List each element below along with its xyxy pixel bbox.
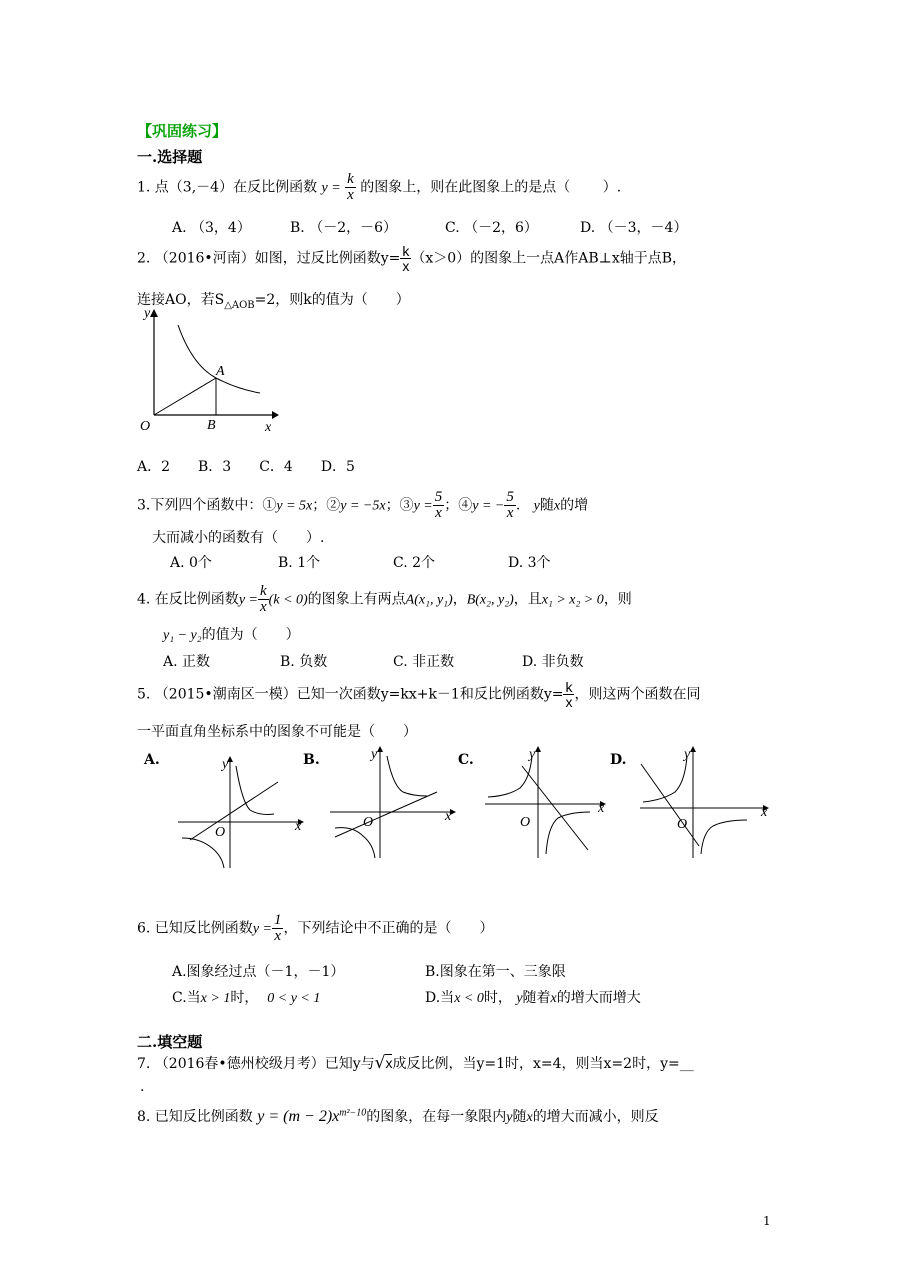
page-number: 1 <box>763 1214 771 1228</box>
q1-text: 1. 点（3,－4）在反比例函数 <box>137 179 318 196</box>
q3-option-c: C. 2个 <box>393 555 436 571</box>
q5-graph-a <box>170 752 310 872</box>
q1-fn: y = <box>321 180 341 196</box>
q2-axis-y-label: y <box>144 306 151 321</box>
q1-option-c: C. （－2，6） <box>445 220 538 236</box>
q3-option-a: A. 0个 <box>170 555 212 571</box>
q1-option-b: B. （－2，－6） <box>290 220 398 236</box>
q4-option-c: C. 非正数 <box>393 654 455 670</box>
svg-text:O: O <box>363 815 374 830</box>
q6-option-a: A.图象经过点（－1，－1） <box>172 964 345 980</box>
q4-fraction: $\frac{k}{x}$ <box>259 583 267 615</box>
q5-graph-d <box>635 742 775 862</box>
q5-label-a: A. <box>144 752 160 768</box>
q5-line2: 一平面直角坐标系中的图象不可能是（ ） <box>137 724 417 740</box>
part-fill-heading: 二.填空题 <box>137 1033 203 1051</box>
svg-text:O: O <box>520 815 531 830</box>
section-title: 【巩固练习】 <box>137 122 228 140</box>
q2-text-end: （x＞0）的图象上一点A作AB⊥x轴于点B， <box>411 250 687 267</box>
q2-point-b-label: B <box>207 418 216 433</box>
q4-option-d: D. 非负数 <box>522 654 584 670</box>
svg-text:x: x <box>598 801 605 816</box>
q5-fraction: $\frac{k}{x}$ <box>565 679 573 710</box>
svg-text:O: O <box>677 817 688 832</box>
q3-line2: 大而减小的函数有（ ）. <box>152 530 325 546</box>
question-8: 8. 已知反比例函数 $y = (m - 2)x^{m^2-10}$的图象，在每一象限内y随x的增大而减小，则反 <box>137 1107 659 1125</box>
q3-option-d: D. 3个 <box>508 555 551 571</box>
svg-text:y: y <box>529 747 536 762</box>
q2-text: 2. （2016•河南）如图，过反比例函数y= <box>137 250 401 267</box>
q1-option-d: D. （－3，－4） <box>580 220 688 236</box>
q2-fraction: $\frac{k}{x}$ <box>402 243 410 274</box>
q2-options: A．2 B．3 C．4 D．5 <box>137 459 355 475</box>
q3-fraction-3: $\frac{5}{x}$ <box>434 489 443 521</box>
q5-graph-b <box>325 742 465 862</box>
svg-text:x: x <box>445 809 452 824</box>
q1-text-end: 的图象上，则在此图象上的是点（ ）. <box>360 179 622 196</box>
q6-option-d: D.当x < 0时， y随着x的增大而增大 <box>425 990 641 1006</box>
q6-option-b: B.图象在第一、三象限 <box>425 964 566 980</box>
q3-option-b: B. 1个 <box>278 555 321 571</box>
svg-text:O: O <box>215 825 226 840</box>
q6-fraction: $\frac{1}{x}$ <box>273 912 282 944</box>
q3-fraction-4: $\frac{5}{x}$ <box>506 489 514 521</box>
q6-option-c: C.当x > 1时， 0 < y < 1 <box>172 990 321 1006</box>
question-7: 7. （2016春•德州校级月考）已知y与√x成反比例，当y=1时，x=4，则当x=2时，y=__ <box>137 1053 694 1073</box>
q5-label-c: C. <box>458 752 474 768</box>
q1-option-a: A. （3，4） <box>172 220 251 236</box>
question-4: 4. 在反比例函数y = $\frac{k}{x}$ (k < 0)的图象上有两点A(x₁, y₁)，B(x₂, y₂)，且x₁ > x₂ > 0，则 <box>137 583 632 615</box>
q5-label-b: B. <box>303 752 320 768</box>
q5-graph-c <box>480 742 620 862</box>
q2-line2: 连接AO，若$S_{\triangle AOB}=2$，则k的值为（ ） <box>137 292 410 311</box>
q4-line2: y₁ − y₂的值为（ ） <box>163 627 300 643</box>
q2-point-a-label: A <box>216 364 225 379</box>
question-3: 3.下列四个函数中：①y = 5x；②y = −5x；③y = $\frac{5}{x}$ ；④y = − $\frac{5}{x}$ . y随x的增 <box>137 489 589 521</box>
question-5: 5. （2015•潮南区一模）已知一次函数y=kx+k－1和反比例函数y= $\frac{k}{x}$ ，则这两个函数在同 <box>137 679 701 710</box>
q4-option-a: A. 正数 <box>163 654 211 670</box>
svg-text:y: y <box>222 757 229 772</box>
svg-text:x: x <box>295 819 302 834</box>
q4-option-b: B. 负数 <box>280 654 328 670</box>
q5-label-d: D. <box>610 752 627 768</box>
q7-line2: . <box>140 1079 145 1095</box>
q1-fraction: $\frac{k}{x}$ <box>347 171 354 203</box>
svg-text:y: y <box>684 747 691 762</box>
question-2 <box>137 244 686 273</box>
q2-graph <box>132 305 282 435</box>
svg-text:x: x <box>761 805 768 820</box>
q2-origin-label: O <box>140 419 151 434</box>
part-choice-heading: 一.选择题 <box>137 148 203 166</box>
q2-axis-x-label: x <box>265 420 272 435</box>
question-1 <box>137 172 621 203</box>
svg-text:y: y <box>371 747 378 762</box>
question-6: 6. 已知反比例函数y = $\frac{1}{x}$ ，下列结论中不正确的是（ ） <box>137 912 494 944</box>
